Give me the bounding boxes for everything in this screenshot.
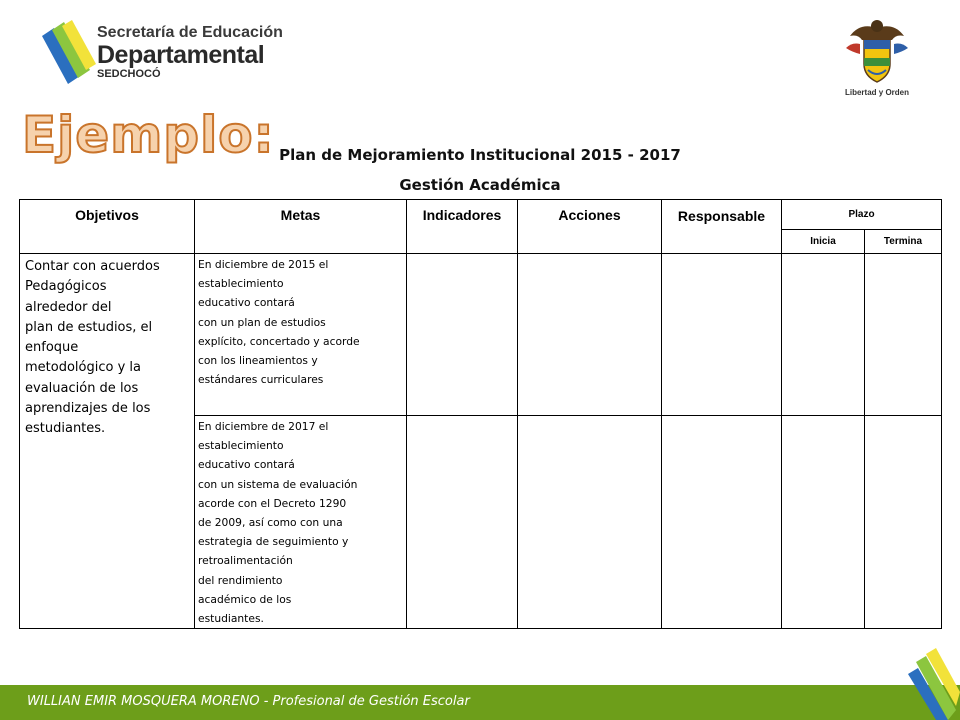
meta-line: explícito, concertado y acorde [198, 334, 360, 348]
header-indicadores: Indicadores [407, 200, 518, 254]
meta-line: estándares curriculares [198, 373, 324, 387]
header-acciones: Acciones [518, 200, 662, 254]
inicia-cell-1 [782, 254, 865, 416]
meta-line: académico de los [198, 592, 292, 606]
logo-text [97, 24, 283, 81]
meta-cell-1 [195, 254, 407, 416]
meta-line: En diciembre de 2017 el [198, 420, 329, 433]
meta-line: del rendimiento [198, 573, 283, 587]
meta-2-text [198, 417, 406, 628]
objetivo-line: metodológico y la [25, 360, 141, 376]
objetivo-line: enfoque [25, 340, 79, 356]
inicia-cell-2 [782, 416, 865, 629]
plan-title: Plan de Mejoramiento Institucional 2015 - 2017 [279, 146, 681, 164]
crest-caption: Libertad y Orden [844, 88, 909, 97]
corner-stripes-icon [890, 648, 960, 720]
logo-line-departamental: Departamental [97, 41, 265, 69]
acciones-cell-2 [518, 416, 662, 629]
meta-line: de 2009, así como con una [198, 516, 343, 530]
header-responsable: Responsable [662, 200, 782, 254]
ejemplo-heading: Ejemplo: [22, 106, 275, 164]
meta-line: con los lineamientos y [198, 354, 318, 368]
meta-line: educativo contará [198, 296, 295, 310]
meta-cell-2 [195, 416, 407, 629]
header-termina: Termina [865, 230, 942, 254]
coat-of-arms [842, 14, 912, 100]
logo-stripes-icon [40, 18, 100, 90]
meta-line: En diciembre de 2015 el [198, 258, 329, 271]
meta-line: establecimiento [198, 277, 284, 291]
indicadores-cell-1 [407, 254, 518, 416]
logo-line-secretaria: Secretaría de Educación [97, 24, 283, 41]
header-objetivos: Objetivos [20, 200, 195, 254]
responsable-cell-1 [662, 254, 782, 416]
responsable-cell-2 [662, 416, 782, 629]
meta-line: establecimiento [198, 439, 284, 453]
meta-1-text [198, 255, 406, 389]
objetivo-line: Contar con acuerdos [25, 259, 160, 274]
footer-bar [0, 685, 960, 720]
objetivo-line: aprendizajes de los [25, 401, 151, 417]
logo-line-sedchoco: SEDCHOCÓ [97, 68, 161, 80]
meta-line: con un sistema de evaluación [198, 477, 358, 491]
meta-line: educativo contará [198, 458, 295, 472]
meta-line: acorde con el Decreto 1290 [198, 496, 347, 510]
objetivo-text [25, 257, 194, 440]
header-plazo: Plazo [782, 200, 942, 230]
plan-table [19, 199, 942, 629]
acciones-cell-1 [518, 254, 662, 416]
objetivo-line: alrededor del [25, 299, 112, 315]
meta-line: estrategia de seguimiento y [198, 535, 349, 549]
meta-line: retroalimentación [198, 554, 293, 568]
footer-text: WILLIAN EMIR MOSQUERA MORENO - Profesional de Gestión Escolar [27, 694, 470, 709]
objetivo-line: evaluación de los [25, 380, 139, 396]
gestion-title: Gestión Académica [399, 176, 561, 194]
meta-line: con un plan de estudios [198, 315, 326, 329]
termina-cell-2 [865, 416, 942, 629]
objetivo-line: estudiantes. [25, 421, 106, 437]
header-inicia: Inicia [782, 230, 865, 254]
meta-line: estudiantes. [198, 612, 264, 626]
sedchoco-logo [40, 18, 283, 90]
termina-cell-1 [865, 254, 942, 416]
objetivo-line: plan de estudios, el [25, 319, 153, 335]
header-row [20, 200, 942, 230]
header-metas: Metas [195, 200, 407, 254]
objetivo-cell [20, 254, 195, 629]
coat-of-arms-icon [842, 14, 912, 88]
indicadores-cell-2 [407, 416, 518, 629]
objetivo-line: Pedagógicos [25, 279, 107, 295]
table-row [20, 254, 942, 416]
